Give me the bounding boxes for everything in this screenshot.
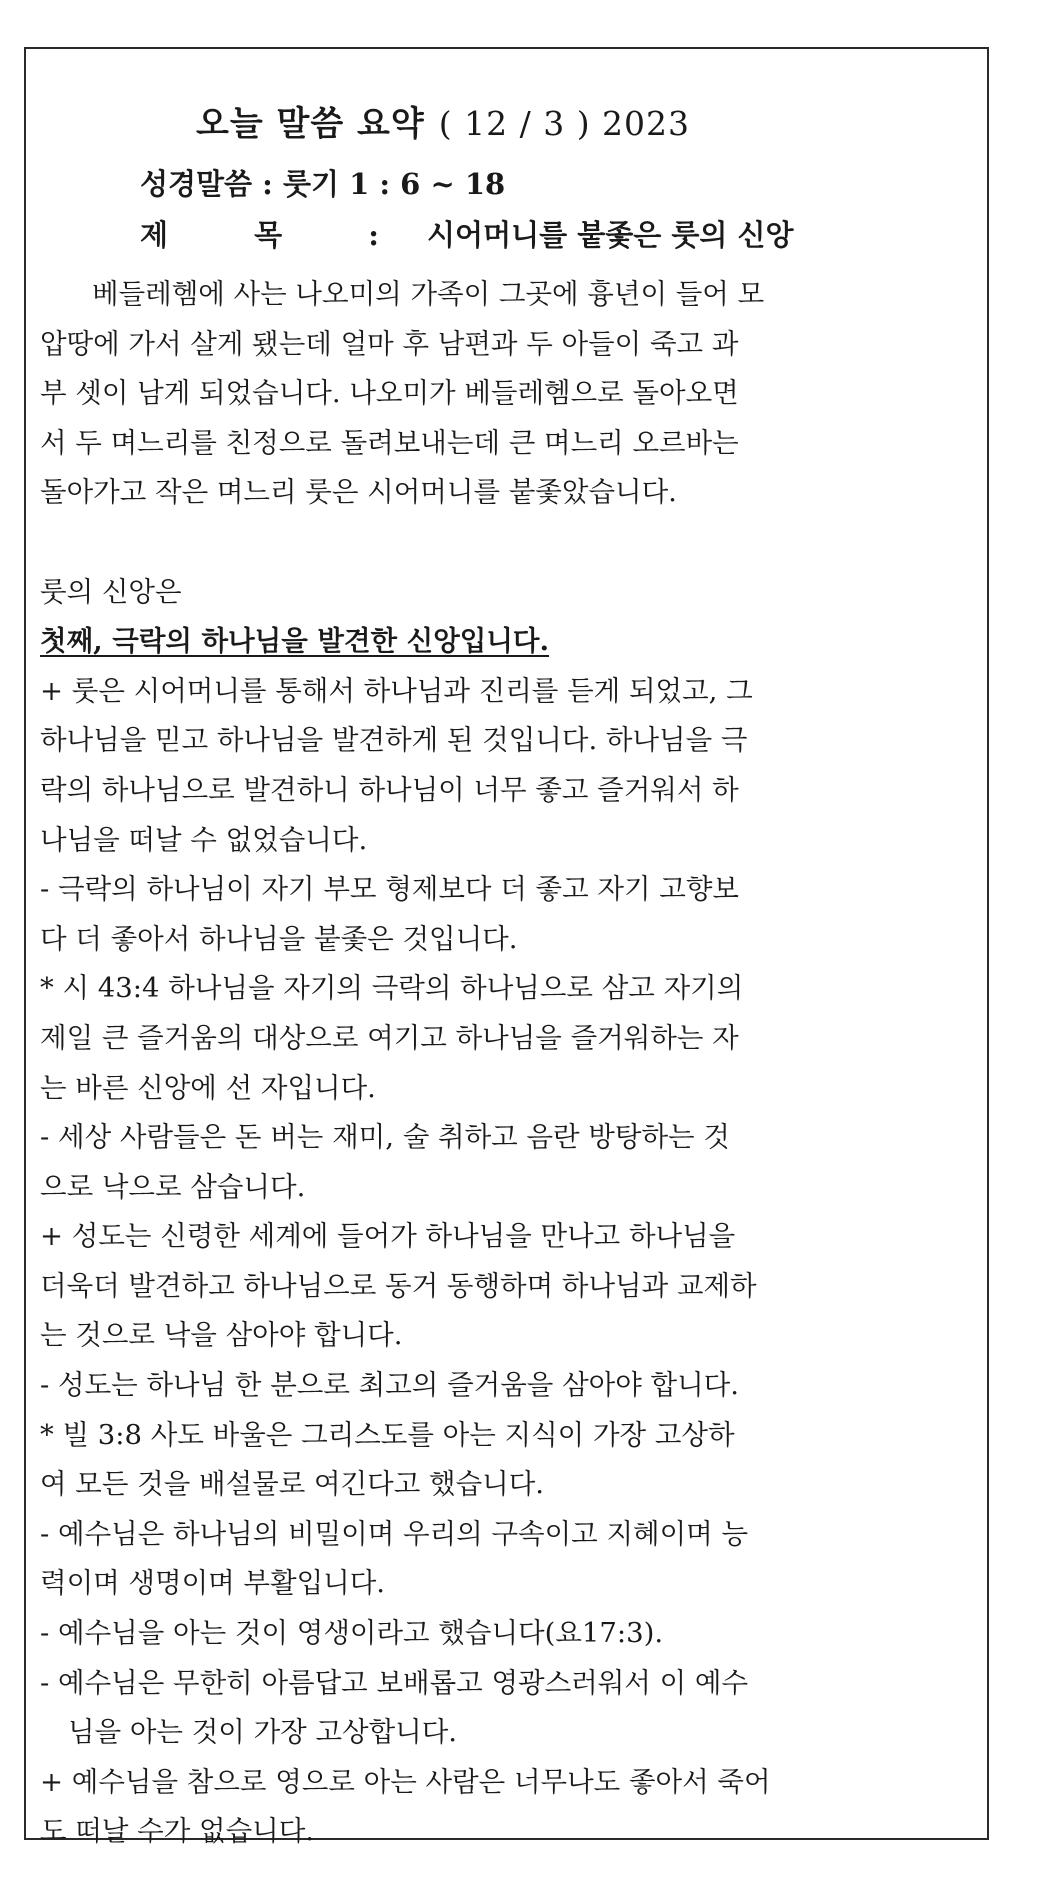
intro-line: 서 두 며느리를 친정으로 돌려보내는데 큰 며느리 오르바는 (40, 426, 739, 459)
subject-label: 제 목 : (140, 218, 417, 252)
body-line: 락의 하나님으로 발견하니 하나님이 너무 좋고 즐거워서 하 (40, 773, 739, 806)
body-line: + 성도는 신령한 세계에 들어가 하나님을 만나고 하나님을 (40, 1220, 736, 1253)
subject-line (140, 213, 794, 254)
body-line: 나님을 떠날 수 없었습니다. (40, 823, 368, 856)
section-intro: 룻의 신앙은 (40, 575, 182, 608)
body-line: 으로 낙으로 삼습니다. (40, 1170, 306, 1203)
body-line: 님을 아는 것이 가장 고상합니다. (68, 1716, 458, 1749)
body-line: * 시 43:4 하나님을 자기의 극락의 하나님으로 삼고 자기의 (40, 972, 744, 1005)
body-line: 하나님을 믿고 하나님을 발견하게 된 것입니다. 하나님을 극 (40, 724, 748, 757)
body-line: - 예수님을 아는 것이 영생이라고 했습니다(요17:3). (40, 1617, 664, 1650)
body-line: 더욱더 발견하고 하나님으로 동거 동행하며 하나님과 교제하 (40, 1269, 757, 1302)
body-line: 여 모든 것을 배설물로 여긴다고 했습니다. (40, 1468, 545, 1501)
body-line: - 극락의 하나님이 자기 부모 형제보다 더 좋고 자기 고향보 (40, 873, 739, 906)
body-line: 제일 큰 즐거움의 대상으로 여기고 하나님을 즐거워하는 자 (40, 1021, 739, 1054)
body-line: - 예수님은 하나님의 비밀이며 우리의 구속이고 지혜이며 능 (40, 1517, 749, 1550)
body-line: - 예수님은 무한히 아름답고 보배롭고 영광스러워서 이 예수 (40, 1666, 749, 1699)
intro-line: 부 셋이 남게 되었습니다. 나오미가 베들레헴으로 돌아오면 (40, 377, 739, 410)
intro-line: 압땅에 가서 살게 됐는데 얼마 후 남편과 두 아들이 죽고 과 (40, 327, 739, 360)
title-text: 오늘 말씀 요약 (196, 104, 425, 144)
body-line: 도 떠날 수가 없습니다. (40, 1815, 315, 1848)
title-date: ( 12 / 3 ) 2023 (438, 104, 691, 143)
scripture-label: 성경말씀 : (140, 167, 273, 201)
summary-body (40, 270, 965, 1857)
subject-value: 시어머니를 붙좇은 룻의 신앙 (427, 218, 794, 252)
spacer (40, 518, 965, 568)
body-line: 는 바른 신앙에 선 자입니다. (40, 1071, 376, 1104)
body-line: 력이며 생명이며 부활입니다. (40, 1567, 386, 1600)
scripture-value: 룻기 1 : 6 ~ 18 (282, 167, 506, 201)
page-title (196, 96, 690, 145)
body-line: - 성도는 하나님 한 분으로 최고의 즐거움을 삼아야 합니다. (40, 1369, 739, 1402)
body-line: + 예수님을 참으로 영으로 아는 사람은 너무나도 좋아서 죽어 (40, 1765, 771, 1798)
intro-line: 베들레헴에 사는 나오미의 가족이 그곳에 흉년이 들어 모 (92, 278, 765, 310)
body-line: + 룻은 시어머니를 통해서 하나님과 진리를 듣게 되었고, 그 (40, 674, 753, 707)
scripture-line (140, 162, 505, 203)
body-line: 는 것으로 낙을 삼아야 합니다. (40, 1319, 403, 1352)
body-line: - 세상 사람들은 돈 버는 재미, 술 취하고 음란 방탕하는 것 (40, 1121, 730, 1154)
intro-line: 돌아가고 작은 며느리 룻은 시어머니를 붙좇았습니다. (40, 476, 677, 509)
section-heading: 첫째, 극락의 하나님을 발견한 신앙입니다. (40, 625, 550, 658)
body-line: * 빌 3:8 사도 바울은 그리스도를 아는 지식이 가장 고상하 (40, 1418, 735, 1451)
body-line: 다 더 좋아서 하나님을 붙좇은 것입니다. (40, 922, 518, 955)
